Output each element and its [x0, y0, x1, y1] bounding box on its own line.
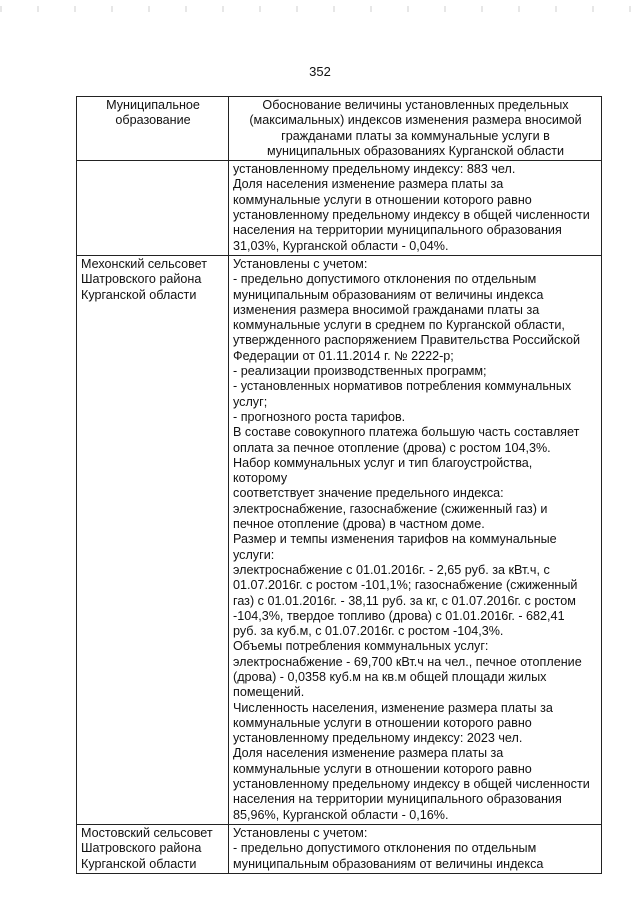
municipality-cell — [77, 161, 229, 256]
justification-line: Установлены с учетом: — [233, 256, 368, 271]
scan-artifact-strip — [0, 6, 640, 12]
justification-line: установленному предельному индексу в общей численности — [233, 208, 590, 223]
justification-line: - предельно допустимого отклонения по отдельным — [233, 272, 537, 287]
justification-line: коммунальные услуги в отношении которого равно — [233, 761, 532, 776]
justification-line: которому — [233, 471, 288, 486]
justification-line: - предельно допустимого отклонения по отдельным — [233, 841, 537, 856]
justification-line: - реализации производственных программ; — [233, 364, 487, 379]
justification-line: Объемы потребления коммунальных услуг: — [233, 639, 489, 654]
justification-line: соответствует значение предельного индекса: — [233, 486, 504, 501]
justification-cell — [229, 161, 602, 256]
table-header-row — [77, 97, 602, 161]
justification-line: коммунальные услуги в отношении которого равно — [233, 715, 532, 730]
header-justification — [229, 97, 602, 161]
municipality-line: Шатровского района — [81, 272, 202, 287]
justification-line: Размер и темпы изменения тарифов на коммунальные — [233, 532, 557, 547]
justification-line: изменения размера вносимой гражданами платы за — [233, 302, 540, 317]
justification-line: установленному предельному индексу: 2023 чел. — [233, 731, 523, 746]
justification-line: населения на территории муниципального образования — [233, 223, 562, 238]
justification-cell — [229, 824, 602, 873]
justification-line: оплата за печное отопление (дрова) с ростом 104,3%. — [233, 440, 551, 455]
header-line: Обоснование величины установленных предельных — [262, 98, 569, 112]
justification-line: Доля населения изменение размера платы за — [233, 177, 504, 192]
municipality-line: Курганской области — [81, 287, 197, 302]
municipality-line: Мехонский сельсовет — [81, 256, 207, 271]
justification-line: -104,3%, твердое топливо (дрова) с 01.01.2016г. - 682,41 — [233, 608, 565, 623]
justification-line: установленному предельному индексу в общей численности — [233, 777, 590, 792]
table-row — [77, 824, 602, 873]
justification-line: коммунальные услуги в отношении которого равно — [233, 192, 532, 207]
justification-line: 01.07.2016г. с ростом -101,1%; газоснабжение (сжиженный — [233, 578, 578, 593]
justification-line: муниципальным образованиям от величины индекса — [233, 856, 544, 871]
municipality-line: Мостовский сельсовет — [81, 825, 213, 840]
justification-line: руб. за куб.м, с 01.07.2016г. с ростом -104,3%. — [233, 624, 504, 639]
justification-line: коммунальные услуги в среднем по Курганской области, — [233, 318, 565, 333]
justification-line: Численность населения, изменение размера платы за — [233, 700, 553, 715]
index-justification-table — [76, 96, 602, 874]
justification-line: 31,03%, Курганской области - 0,04%. — [233, 238, 449, 253]
municipality-cell — [77, 824, 229, 873]
justification-line: - прогнозного роста тарифов. — [233, 409, 406, 424]
justification-line: (дрова) - 0,0358 куб.м на кв.м общей площади жилых — [233, 669, 547, 684]
header-line: (максимальных) индексов изменения размера вносимой — [249, 113, 582, 128]
municipality-line: Курганской области — [81, 856, 197, 871]
justification-line: В составе совокупного платежа большую часть составляет — [233, 425, 580, 440]
justification-line: электроснабжение с 01.01.2016г. - 2,65 руб. за кВт.ч, с — [233, 562, 550, 577]
header-line: гражданами платы за коммунальные услуги в — [281, 128, 550, 143]
justification-line: Набор коммунальных услуг и тип благоустройства, — [233, 455, 533, 470]
justification-line: Федерации от 01.11.2014 г. № 2222-р; — [233, 348, 454, 363]
justification-line: 85,96%, Курганской области - 0,16%. — [233, 807, 449, 822]
justification-line: услуги: — [233, 547, 275, 562]
justification-line: Доля населения изменение размера платы за — [233, 746, 504, 761]
justification-line: установленному предельному индексу: 883 чел. — [233, 162, 516, 177]
justification-line: электроснабжение, газоснабжение (сжиженный газ) и — [233, 501, 548, 516]
justification-line: - установленных нормативов потребления коммунальных — [233, 379, 572, 394]
municipality-cell — [77, 255, 229, 824]
justification-line: помещений. — [233, 685, 305, 700]
header-line: муниципальных образованиях Курганской области — [266, 143, 565, 158]
justification-line: Установлены с учетом: — [233, 825, 368, 840]
justification-line: печное отопление (дрова) в частном доме. — [233, 517, 485, 532]
justification-line: муниципальным образованиям от величины индекса — [233, 287, 544, 302]
header-line: образование — [115, 113, 191, 128]
justification-line: услуг; — [233, 394, 268, 409]
table-row — [77, 161, 602, 256]
justification-cell — [229, 255, 602, 824]
header-line: Муниципальное — [106, 98, 200, 112]
header-municipality — [77, 97, 229, 161]
justification-line: утвержденного распоряжением Правительства Российской — [233, 333, 581, 348]
table-row — [77, 255, 602, 824]
justification-line: газ) с 01.01.2016г. - 38,11 руб. за кг, с 01.07.2016г. с ростом — [233, 593, 576, 608]
justification-line: электроснабжение - 69,700 кВт.ч на чел., печное отопление — [233, 654, 582, 669]
justification-line: населения на территории муниципального образования — [233, 792, 562, 807]
municipality-line: Шатровского района — [81, 841, 202, 856]
page-number: 352 — [309, 64, 331, 79]
